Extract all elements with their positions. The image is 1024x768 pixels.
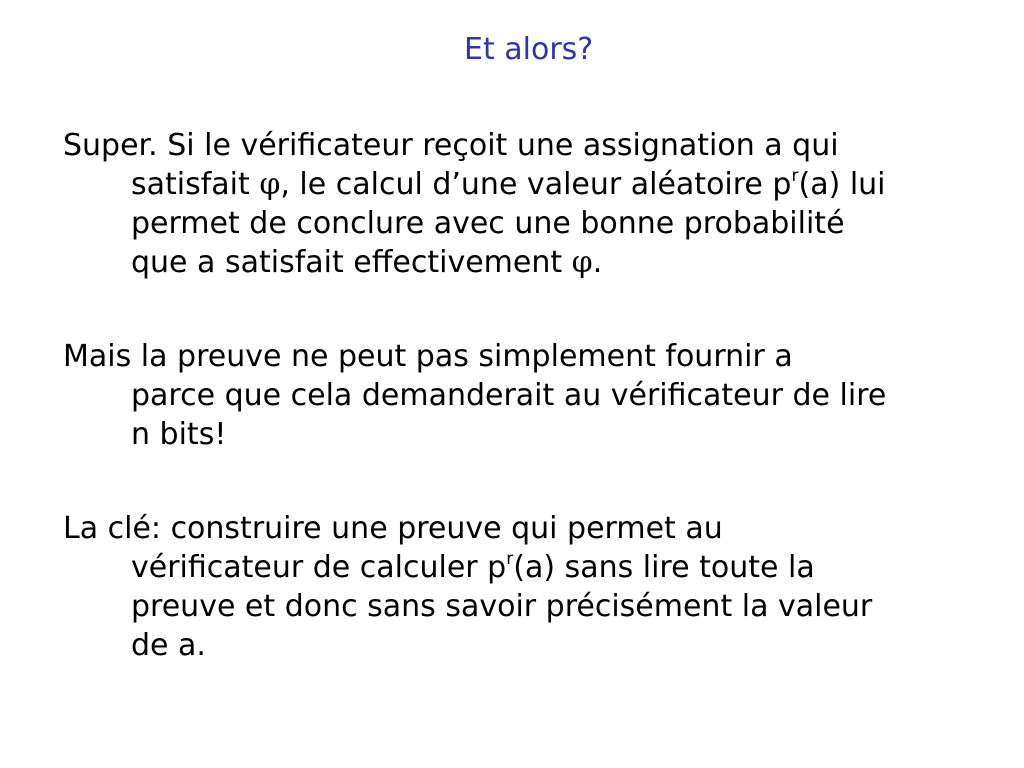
superscript-r: r — [791, 166, 799, 186]
paragraph-verifier-assignment — [63, 126, 1013, 282]
paragraph-proof-bits — [63, 337, 1013, 454]
paragraph-line: satisfait φ, le calcul d’une valeur aléatoire $p^r(a)$ lui — [131, 166, 886, 202]
paragraph-line: de a. — [131, 628, 206, 663]
phi-symbol: φ — [259, 167, 281, 202]
phi-symbol: φ — [571, 245, 593, 280]
paragraph-line: preuve et donc sans savoir précisément la valeur — [131, 589, 873, 624]
superscript-r: r — [506, 549, 514, 569]
paragraph-line: Mais la preuve ne peut pas simplement fournir a — [63, 339, 793, 374]
paragraph-line: que a satisfait effectivement φ. — [131, 245, 603, 280]
paragraph-line: vérificateur de calculer $p^r(a)$ sans lire toute la — [131, 549, 815, 585]
slide-title: Et alors? — [464, 32, 594, 67]
paragraph-line: La clé: construire une preuve qui permet au — [63, 511, 723, 546]
paragraph-line: parce que cela demanderait au vérificateur de lire — [131, 378, 887, 413]
paragraph-line: Super. Si le vérificateur reçoit une assignation a qui — [63, 128, 839, 163]
paragraph-key-idea — [63, 509, 1013, 665]
paragraph-line: permet de conclure avec une bonne probabilité — [131, 206, 845, 241]
paragraph-line: n bits! — [131, 417, 227, 452]
